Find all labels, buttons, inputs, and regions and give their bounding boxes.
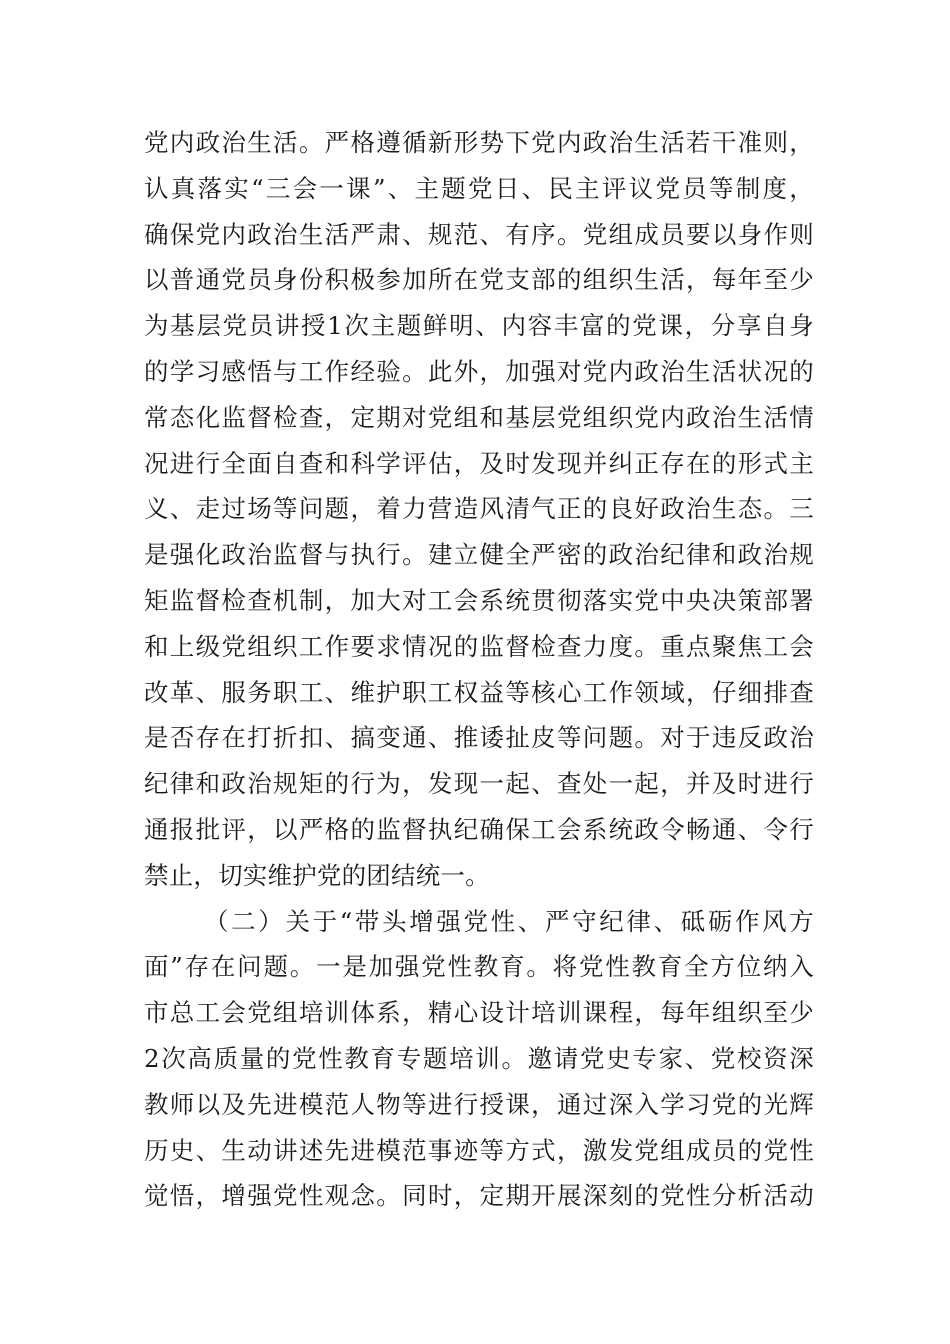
text-line: 认真落实“三会一课”、主题党日、民主评议党员等制度，: [144, 173, 814, 203]
body-text: [144, 120, 814, 1219]
text-line: 为基层党员讲授1次主题鲜明、内容丰富的党课，分享自身: [144, 311, 814, 341]
text-line: 2次高质量的党性教育专题培训。邀请党史专家、党校资深: [144, 1043, 814, 1073]
text-line: 是否存在打折扣、搞变通、推诿扯皮等问题。对于违反政治: [144, 723, 814, 753]
text-line: 确保党内政治生活严肃、规范、有序。党组成员要以身作则: [144, 219, 814, 249]
text-line: 改革、服务职工、维护职工权益等核心工作领域，仔细排查: [144, 677, 814, 707]
text-line: 是强化政治监督与执行。建立健全严密的政治纪律和政治规: [144, 540, 814, 570]
text-line: 市总工会党组培训体系，精心设计培训课程，每年组织至少: [144, 998, 814, 1028]
text-line: 教师以及先进模范人物等进行授课，通过深入学习党的光辉: [144, 1089, 814, 1119]
text-line: 觉悟，增强党性观念。同时，定期开展深刻的党性分析活动: [144, 1181, 814, 1211]
text-line: 况进行全面自查和科学评估，及时发现并纠正存在的形式主: [144, 448, 814, 478]
text-line: 以普通党员身份积极参加所在党支部的组织生活，每年至少: [144, 265, 814, 295]
text-line: 历史、生动讲述先进模范事迹等方式，激发党组成员的党性: [144, 1135, 814, 1165]
text-line: 常态化监督检查，定期对党组和基层党组织党内政治生活情: [144, 402, 814, 432]
text-line: 的学习感悟与工作经验。此外，加强对党内政治生活状况的: [144, 356, 814, 386]
text-line: 面”存在问题。一是加强党性教育。将党性教育全方位纳入: [144, 952, 814, 982]
text-line: 矩监督检查机制，加大对工会系统贯彻落实党中央决策部署: [144, 585, 814, 615]
text-line: 党内政治生活。严格遵循新形势下党内政治生活若干准则，: [144, 128, 814, 157]
text-line: 通报批评，以严格的监督执纪确保工会系统政令畅通、令行: [144, 814, 814, 844]
text-line: 纪律和政治规矩的行为，发现一起、查处一起，并及时进行: [144, 769, 814, 799]
paragraph-end-line: 禁止，切实维护党的团结统一。: [144, 860, 490, 890]
text-line: 和上级党组织工作要求情况的监督检查力度。重点聚焦工会: [144, 631, 814, 661]
text-line: 义、走过场等问题，着力营造风清气正的良好政治生态。三: [144, 494, 814, 524]
section-heading-line: （二）关于“带头增强党性、严守纪律、砥砺作风方: [204, 906, 814, 936]
